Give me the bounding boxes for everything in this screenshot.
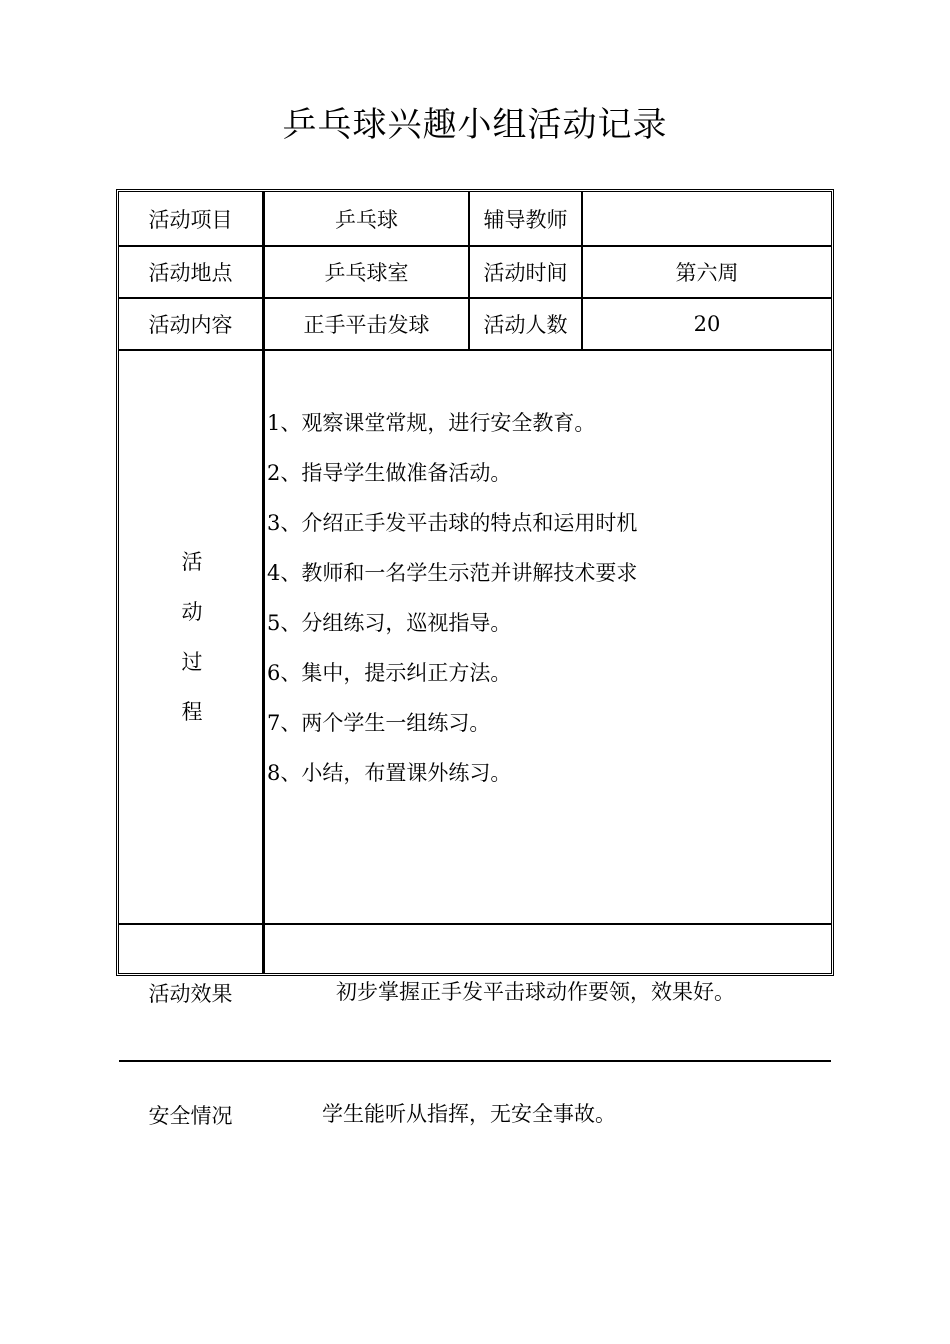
process-label-char: 过: [181, 650, 203, 674]
process-label-char: 动: [181, 600, 203, 624]
process-steps-list: [267, 398, 637, 798]
label-activity-place: 活动地点: [148, 261, 233, 285]
record-table: [116, 189, 834, 1128]
label-safety-status: 安全情况: [148, 1103, 233, 1128]
label-activity-time: 活动时间: [483, 261, 568, 285]
process-step: 2、指导学生做准备活动。: [267, 461, 512, 485]
process-step: 3、介绍正手发平击球的特点和运用时机: [267, 511, 638, 535]
value-safety-status: 学生能听从指挥，无安全事故。: [322, 1102, 616, 1126]
label-participant-count: 活动人数: [483, 313, 568, 337]
label-activity-effect: 活动效果: [148, 981, 233, 1006]
label-activity-process: [119, 351, 265, 923]
label-activity-content: 活动内容: [148, 313, 233, 337]
process-label-char: 活: [181, 550, 203, 574]
label-teacher: 辅导教师: [483, 207, 568, 232]
process-step: 1、观察课堂常规，进行安全教育。: [267, 411, 596, 435]
process-step: 7、两个学生一组练习。: [267, 711, 491, 735]
value-teacher: [583, 192, 831, 245]
process-step: 8、小结，布置课外练习。: [267, 761, 512, 785]
process-step: 5、分组练习，巡视指导。: [267, 611, 512, 635]
value-participant-count: 20: [693, 312, 721, 336]
document-title: 乒乓球兴趣小组活动记录: [282, 105, 668, 145]
process-step: 4、教师和一名学生示范并讲解技术要求: [267, 561, 638, 585]
value-activity-item: 乒乓球: [335, 207, 398, 232]
process-label-char: 程: [181, 700, 203, 724]
value-activity-time: 第六周: [675, 261, 739, 285]
value-activity-place: 乒乓球室: [324, 261, 409, 285]
label-activity-item: 活动项目: [148, 207, 233, 232]
process-step: 6、集中，提示纠正方法。: [267, 661, 512, 685]
value-activity-content: 正手平击发球: [303, 313, 430, 337]
value-activity-effect: 初步掌握正手发平击球动作要领，效果好。: [336, 980, 735, 1004]
